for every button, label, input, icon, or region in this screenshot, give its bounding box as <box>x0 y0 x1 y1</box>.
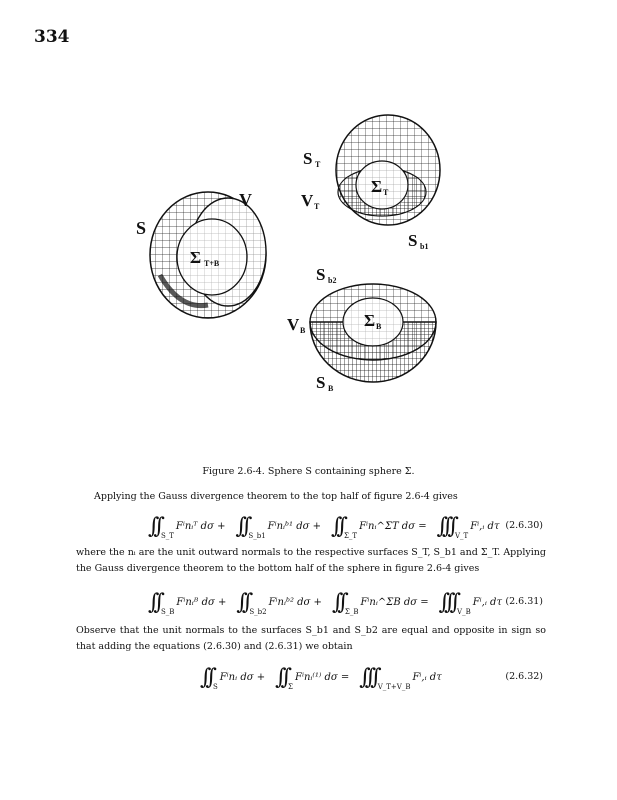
label-s-b2: S <box>316 265 326 284</box>
sphere-figure <box>120 100 450 400</box>
label-s-b2-sub: b2 <box>328 276 337 285</box>
eq2-term3: Fⁱnᵢ^ΣB dσ = <box>360 596 429 608</box>
label-sigma-b: Σ <box>364 311 376 330</box>
label-S: S <box>136 218 147 238</box>
label-s-b-sub: B <box>328 384 334 393</box>
eq2-term2: Fⁱnᵢᵇ² dσ + <box>268 596 322 608</box>
eq3-term2: Fⁱnᵢ⁽¹⁾ dσ = <box>295 671 350 683</box>
eq2-number: (2.6.31) <box>505 596 543 607</box>
label-sigma-tb-sub: T+B <box>204 259 220 268</box>
equation-2-6-30: ∫∫ S_T Fⁱnᵢᵀ dσ + ∫∫ S_b1 Fⁱnᵢᵇ¹ dσ + ∫∫ Σ_T Fⁱnᵢ^ΣT dσ = ∫∫∫ V_T Fⁱ,ᵢ dτ (2.6.30) <box>0 511 617 541</box>
paragraph-1: Applying the Gauss divergence theorem to the top half of figure 2.6-4 gives <box>94 491 458 502</box>
label-V: V <box>239 190 252 210</box>
eq3-term1: Fⁱnᵢ dσ + <box>219 671 266 683</box>
eq2-sub2: S_b2 <box>249 608 267 616</box>
eq3-sub2: Σ <box>288 683 293 691</box>
eq1-number: (2.6.30) <box>505 520 543 531</box>
eq1-term2: Fⁱnᵢᵇ¹ dσ + <box>267 520 322 532</box>
eq1-term1: Fⁱnᵢᵀ dσ + <box>175 520 226 532</box>
eq2-term1: Fⁱnᵢᴮ dσ + <box>176 596 227 608</box>
top-hemisphere-drawing <box>301 115 440 251</box>
eq2-sub4: V_B <box>457 608 471 616</box>
label-v-t: V <box>301 191 314 210</box>
eq1-term3: Fⁱnᵢ^ΣT dσ = <box>359 520 427 532</box>
paragraph-3: Observe that the unit normals to the surfaces S_b1 and S_b2 are equal and opposite in sign so that adding the equations (2.6.30) and (2.6.31) we obtain <box>76 625 546 652</box>
eq1-sub4: V_T <box>454 532 469 540</box>
label-sigma-t-sub: T <box>383 188 389 197</box>
eq2-term4: Fⁱ,ᵢ dτ <box>472 596 502 608</box>
label-s-b1: S <box>408 231 418 250</box>
equation-2-6-32: ∫∫ S Fⁱnᵢ dσ + ∫∫ Σ Fⁱnᵢ⁽¹⁾ dσ = ∫∫∫ V_T+V_B Fⁱ,ᵢ dτ (2.6.32) <box>0 662 617 692</box>
label-s-t-sub: T <box>315 160 321 169</box>
label-s-b: S <box>316 373 326 392</box>
page-number: 334 <box>34 27 70 47</box>
eq3-sub1: S <box>212 683 218 691</box>
eq1-sub1: S_T <box>160 532 174 540</box>
label-sigma-tb: Σ <box>190 248 202 267</box>
eq1-sub3: Σ_T <box>343 532 358 540</box>
label-s-t: S <box>303 149 313 168</box>
label-sigma-t: Σ <box>371 177 383 196</box>
eq2-sub3: Σ_B <box>344 608 359 616</box>
eq1-term4: Fⁱ,ᵢ dτ <box>470 520 500 532</box>
eq1-sub2: S_b1 <box>248 532 266 540</box>
label-s-b1-sub: b1 <box>420 242 429 251</box>
label-v-b-sub: B <box>300 326 306 335</box>
equation-2-6-31: ∫∫ S_B Fⁱnᵢᴮ dσ + ∫∫ S_b2 Fⁱnᵢᵇ² dσ + ∫∫ Σ_B Fⁱnᵢ^ΣB dσ = ∫∫∫ V_B Fⁱ,ᵢ dτ (2.6.31) <box>0 587 617 617</box>
label-v-b: V <box>287 315 300 334</box>
eq3-sub3: V_T+V_B <box>377 683 411 691</box>
paragraph-2: where the nᵢ are the unit outward normals to the respective surfaces S_T, S_b1 and Σ_T. Applying the Gauss divergence theorem to the bottom half of the sphere in figure 2.6-4 gives <box>76 547 546 574</box>
eq3-term3: Fⁱ,ᵢ dτ <box>412 671 442 683</box>
eq2-sub1: S_B <box>160 608 175 616</box>
bottom-hemisphere-drawing <box>287 265 436 393</box>
eq3-number: (2.6.32) <box>505 671 543 682</box>
figure-caption: Figure 2.6-4. Sphere S containing sphere Σ. <box>202 466 415 477</box>
label-sigma-b-sub: B <box>376 322 382 331</box>
full-sphere-drawing <box>136 190 266 318</box>
label-v-t-sub: T <box>314 202 320 211</box>
